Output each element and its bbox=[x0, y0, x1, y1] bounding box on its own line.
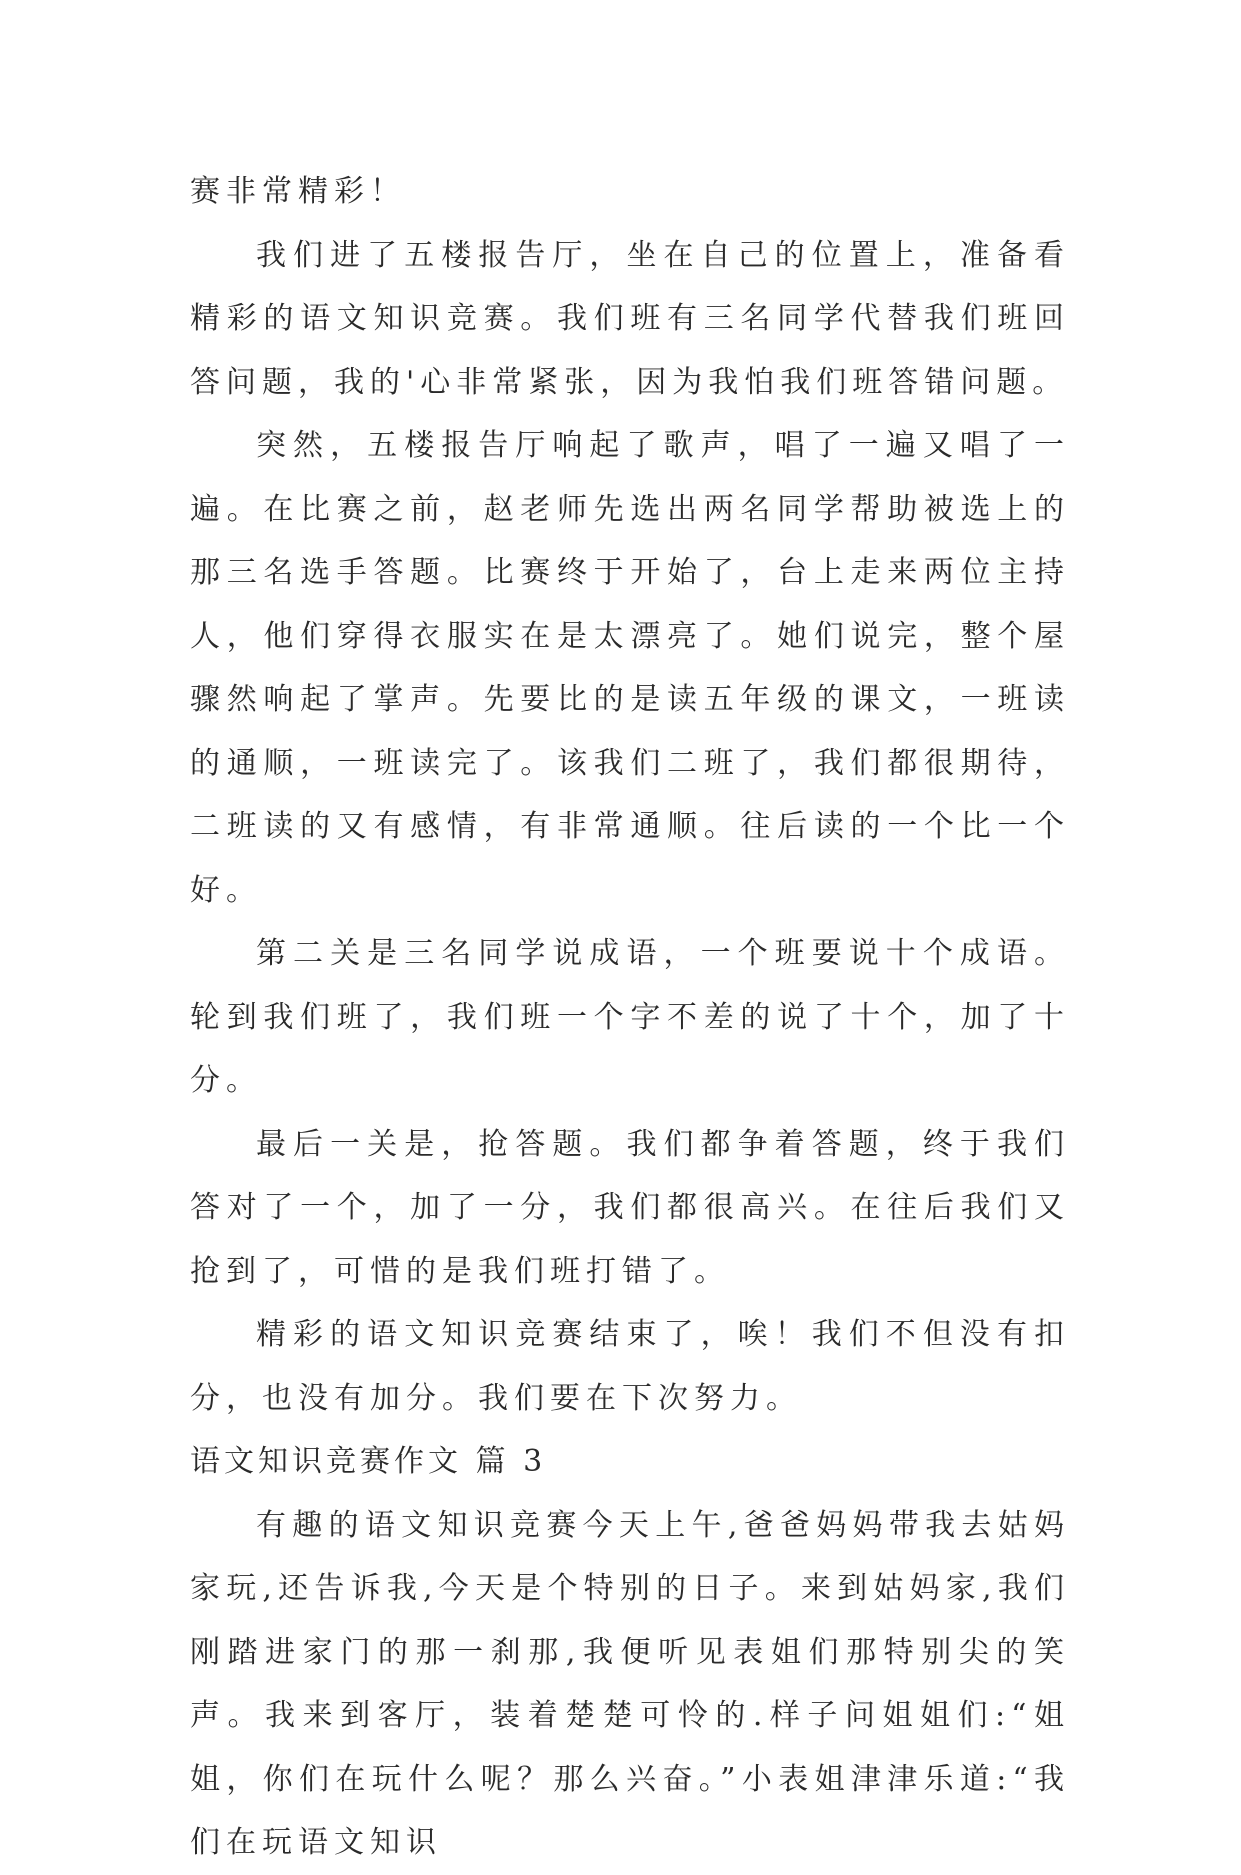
paragraph-1: 赛非常精彩！ bbox=[190, 174, 406, 209]
paragraph-3: 突然，五楼报告厅响起了歌声，唱了一遍又唱了一遍。在比赛之前，赵老师先选出两名同学帮助被选上的那三名选手答题。比赛终于开始了，台上走来两位主持人，他们穿得衣服实在是太漂亮了。她们说完，整个屋骤然响起了掌声。先要比的是读五年级的课文，一班读的通顺，一班读完了。该我们二班了，我们都很期待，二班读的又有感情，有非常通顺。往后读的一个比一个好。 bbox=[190, 428, 1070, 908]
section-paragraph-1: 有趣的语文知识竞赛今天上午,爸爸妈妈带我去姑妈家玩,还告诉我,今天是个特别的日子。来到姑妈家,我们刚踏进家门的那一刹那,我便听见表姐们那特别尖的笑声。我来到客厅，装着楚楚可怜的.样子问姐姐们:“姐姐，你们在玩什么呢？那么兴奋。”小表姐津津乐道:“我们在玩语文知识 bbox=[190, 1507, 1070, 1860]
paragraph-4: 第二关是三名同学说成语，一个班要说十个成语。轮到我们班了，我们班一个字不差的说了十个，加了十分。 bbox=[190, 936, 1070, 1098]
paragraph-6: 精彩的语文知识竞赛结束了，唉！我们不但没有扣分，也没有加分。我们要在下次努力。 bbox=[190, 1317, 1070, 1416]
paragraph-5: 最后一关是，抢答题。我们都争着答题，终于我们答对了一个，加了一分，我们都很高兴。在往后我们又抢到了，可惜的是我们班打错了。 bbox=[190, 1126, 1070, 1289]
document-body bbox=[190, 160, 1070, 1875]
paragraph-2: 我们进了五楼报告厅，坐在自己的位置上，准备看精彩的语文知识竞赛。我们班有三名同学代替我们班回答问题，我的'心非常紧张，因为我怕我们班答错问题。 bbox=[190, 237, 1070, 400]
section-title: 语文知识竞赛作文 篇 3 bbox=[190, 1444, 547, 1479]
